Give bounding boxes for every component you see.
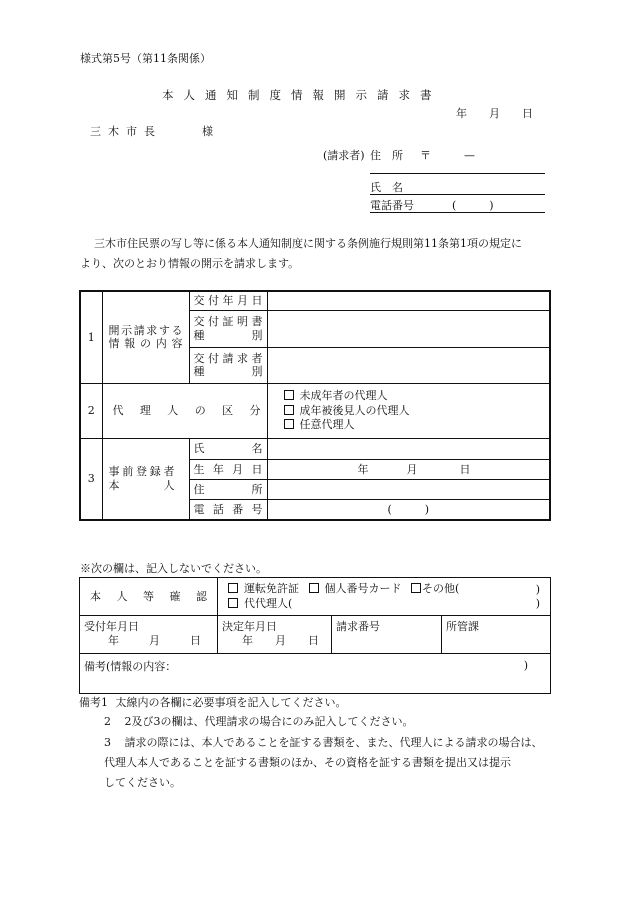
postal-mark: 〒: [420, 149, 431, 162]
id-options-line1: [228, 582, 546, 596]
received-day: 日: [190, 633, 201, 647]
note-3-line2: 代理人本人であることを証する書類のほか、その資格を証する書類を提出又は提示: [104, 756, 511, 769]
requester-type-field[interactable]: [267, 347, 550, 383]
received-date-cell[interactable]: [80, 616, 218, 654]
row1-label-line1: 開示請求する: [108, 323, 183, 337]
id-option-mynumber: 個人番号カード: [324, 582, 402, 596]
row3-label-line2: 本人: [108, 479, 175, 493]
date-month-label: 月: [489, 107, 500, 120]
name-underline: [370, 194, 545, 195]
received-year: 年: [108, 633, 119, 647]
note-3-line1: 請求の際には、本人であることを証する書類を、また、代理人による請求の場合は、: [124, 736, 543, 749]
agent-category-label: 代理人の区分: [102, 383, 267, 438]
id-option-other: その他(: [422, 582, 460, 596]
received-date-label: 受付年月日: [84, 620, 139, 633]
other-close-paren: ): [535, 583, 540, 596]
row1-label: [102, 291, 189, 383]
registrant-name-label: 氏名: [189, 439, 267, 460]
row3-label-line1: 事前登録者: [108, 465, 175, 479]
registrant-name-field[interactable]: [267, 439, 550, 460]
agent-option-guardian[interactable]: [284, 404, 546, 419]
registrant-phone-label: 電話番号: [189, 500, 267, 520]
form-title: 本人通知制度情報開示請求書: [162, 88, 442, 102]
office-use-note: ※次の欄は、記入しないでください。: [80, 562, 267, 575]
address-underline: [370, 173, 545, 174]
phone-paren: ( ): [452, 199, 494, 212]
note-1-text: 太線内の各欄に必要事項を記入してください。: [115, 696, 347, 709]
note-3-number: 3: [104, 736, 111, 749]
dob-year: 年: [357, 462, 369, 476]
checkbox-icon[interactable]: [309, 583, 319, 593]
decided-date-ymd: [222, 634, 327, 648]
main-request-table: [79, 290, 551, 521]
registrant-phone-field[interactable]: [267, 500, 550, 520]
cert-type-line2: 種 別: [193, 328, 263, 342]
form-number: 様式第5号（第11条関係）: [80, 52, 211, 65]
decided-month: 月: [275, 633, 286, 647]
remarks-close-paren: ): [523, 659, 528, 672]
id-options-line2: [228, 597, 546, 611]
id-option-license: 運転免許証: [244, 582, 299, 596]
row1-number: 1: [80, 291, 102, 383]
issue-date-label: 交付年月日: [189, 291, 267, 310]
intro-line-1: 三木市住民票の写し等に係る本人通知制度に関する条例施行規則第11条第1項の規定に: [94, 237, 522, 250]
note-2: [104, 716, 414, 727]
request-number-label: 請求番号: [336, 620, 380, 633]
agent-option-minor[interactable]: [284, 389, 546, 404]
dob-day: 日: [459, 462, 471, 476]
checkbox-icon[interactable]: [284, 419, 294, 429]
requester-label: (請求者): [323, 149, 365, 162]
dob-month: 月: [406, 462, 418, 476]
checkbox-icon[interactable]: [228, 583, 238, 593]
note-3: [104, 737, 543, 748]
decided-year: 年: [242, 633, 253, 647]
id-option-agent: 代: [244, 596, 255, 610]
address-label: 住 所: [370, 149, 403, 162]
remarks-cell[interactable]: [80, 654, 551, 694]
agent-option-minor-label: 未成年者の代理人: [299, 388, 388, 402]
notes-prefix: 備考: [79, 696, 101, 709]
cert-type-label: [189, 310, 267, 347]
phone-label: 電話番号: [370, 199, 414, 212]
agent-category-options: [267, 383, 550, 438]
received-date-ymd: [84, 634, 213, 648]
checkbox-icon[interactable]: [284, 390, 294, 400]
registrant-phone-paren: ( ): [387, 502, 430, 516]
registrant-address-label: 住所: [189, 480, 267, 500]
decided-day: 日: [308, 633, 319, 647]
addressee: 三木市長: [90, 125, 162, 138]
office-use-table: [79, 577, 551, 694]
registrant-address-field[interactable]: [267, 480, 550, 500]
agent-option-voluntary[interactable]: [284, 418, 546, 433]
registrant-dob-field[interactable]: [267, 460, 550, 480]
checkbox-icon[interactable]: [228, 598, 238, 608]
registrant-dob-label: 生年月日: [189, 460, 267, 480]
agent-option-voluntary-label: 任意代理人: [299, 418, 355, 432]
agent-option-guardian-label: 成年被後見人の代理人: [299, 403, 410, 417]
id-check-options: [218, 578, 551, 616]
decided-date-label: 決定年月日: [222, 620, 277, 633]
date-day-label: 日: [522, 107, 533, 120]
received-month: 月: [149, 633, 160, 647]
honorific: 様: [202, 125, 213, 138]
requester-type-line1: 交付請求者: [193, 351, 263, 365]
agent-close-paren: ): [535, 597, 540, 610]
cert-type-field[interactable]: [267, 310, 550, 347]
postal-dash: —: [464, 149, 475, 162]
department-cell[interactable]: [442, 616, 551, 654]
department-label: 所管課: [446, 620, 479, 633]
note-3-line3: してください。: [104, 776, 181, 789]
decided-date-cell[interactable]: [218, 616, 332, 654]
name-label: 氏 名: [370, 181, 403, 194]
issue-date-field[interactable]: [267, 291, 550, 310]
phone-underline: [370, 212, 545, 213]
checkbox-icon[interactable]: [411, 583, 421, 593]
id-option-agent-label: 代理人(: [255, 596, 293, 610]
note-2-text: 2及び3の欄は、代理請求の場合にのみ記入してください。: [124, 715, 414, 728]
requester-type-line2: 種 別: [193, 365, 263, 379]
checkbox-icon[interactable]: [284, 405, 294, 415]
date-year-label: 年: [456, 107, 467, 120]
id-check-label: 本人等確認: [80, 578, 218, 616]
request-number-cell[interactable]: [332, 616, 442, 654]
row3-number: 3: [80, 439, 102, 520]
row1-label-line2: 情報の内容: [108, 337, 183, 351]
row2-number: 2: [80, 383, 102, 438]
cert-type-line1: 交付証明書: [193, 314, 263, 328]
note-2-number: 2: [104, 715, 111, 728]
note-1: [79, 697, 347, 708]
note-1-number: 1: [101, 696, 108, 709]
remarks-label: 備考(情報の内容：: [84, 660, 177, 673]
requester-type-label: [189, 347, 267, 383]
row3-label: [102, 439, 189, 520]
intro-line-2: より、次のとおり情報の開示を請求します。: [80, 257, 300, 270]
